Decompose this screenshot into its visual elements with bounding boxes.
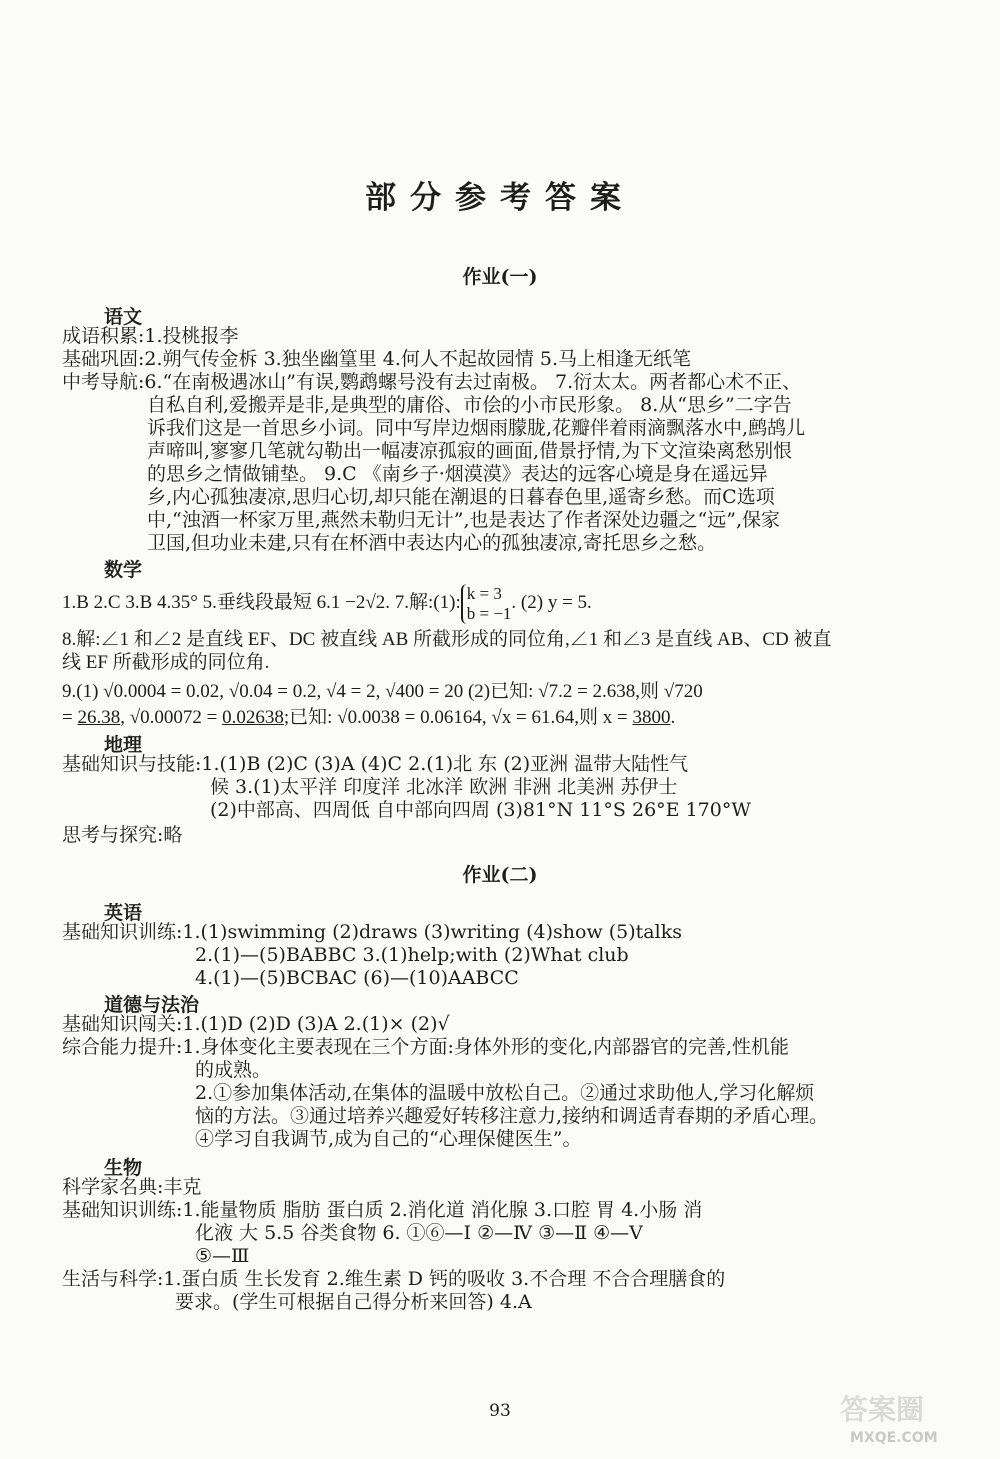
morality-line: 基础知识闯关:1.(1)D (2)D (3)A 2.(1)× (2)√ [62, 1013, 450, 1035]
page-title: 部分参考答案 [365, 180, 635, 216]
math-line-4: 9.(1) √0.0004 = 0.02, √0.04 = 0.2, √4 = 2, √400 = 20 (2)已知: √7.2 = 2.638,则 √720 [62, 681, 703, 702]
english-line: 2.(1)—(5)BABBC 3.(1)help;with (2)What club [195, 944, 629, 966]
morality-line: 综合能力提升:1.身体变化主要表现在三个方面:身体外形的变化,内部器官的完善,性机能 [62, 1036, 790, 1058]
biology-line: 科学家名典:丰克 [62, 1176, 202, 1198]
chinese-line: 卫国,但功业未建,只有在杯酒中表达内心的孤独凄凉,寄托思乡之愁。 [147, 532, 717, 554]
chinese-line: 成语积累:1.投桃报李 [62, 325, 239, 347]
biology-line: 化液 大 5.5 谷类食物 6. ①⑥—Ⅰ ②—Ⅳ ③—Ⅱ ④—Ⅴ [195, 1222, 643, 1244]
biology-line: ⑤—Ⅲ [195, 1245, 250, 1267]
math-line-1a: 1.B 2.C 3.B 4.35° 5.垂线段最短 6.1 −2√2. 7.解:(1): [62, 592, 461, 613]
equation-brace [461, 584, 512, 624]
subject-english: 英语 [104, 902, 143, 924]
chinese-line: 中考导航:6.“在南极遇冰山”有误,鹦鹉螺号没有去过南极。 7.衍太太。两者都心术不正、 [62, 371, 802, 393]
page-number: 93 [489, 1401, 511, 1421]
subject-math: 数学 [104, 559, 143, 581]
morality-line: 2.①参加集体活动,在集体的温暖中放松自己。②通过求助他人,学习化解烦 [195, 1082, 815, 1104]
chinese-line: 乡,内心孤独凄凉,思归心切,却只能在潮退的日暮春色里,遥寄乡愁。而C选项 [147, 486, 775, 508]
morality-line: ④学习自我调节,成为自己的“心理保健医生”。 [195, 1128, 582, 1150]
subject-biology: 生物 [104, 1157, 143, 1179]
math-line-5b: , √0.00072 = [120, 707, 223, 728]
math-line-5a: = [62, 707, 78, 728]
chinese-line: 声啼叫,寥寥几笔就勾勒出一幅凄凉孤寂的画面,借景抒情,为下文渲染离愁别恨 [147, 440, 793, 462]
answer-3800: 3800 [632, 707, 671, 728]
math-line-3: 线 EF 所截形成的同位角. [62, 652, 270, 673]
answer-26-38: 26.38 [77, 707, 121, 728]
brace-top: k = 3 [466, 583, 502, 603]
answer-0-02638: 0.02638 [222, 707, 284, 728]
geo-line: (2)中部高、四周低 自中部向四周 (3)81°N 11°S 26°E 170°W [210, 799, 751, 821]
math-line-2: 8.解:∠1 和∠2 是直线 EF、DC 被直线 AB 所截形成的同位角,∠1 和∠3 是直线 AB、CD 被直 [62, 629, 832, 650]
morality-line: 的成熟。 [195, 1059, 272, 1081]
chinese-line: 诉我们这是一首思乡小词。同中写岸边烟雨朦胧,花瓣伴着雨滴飘落水中,鹧鸪儿 [147, 417, 806, 439]
math-line-5d: . [670, 707, 676, 728]
morality-line: 恼的方法。③通过培养兴趣爱好转移注意力,接纳和调适青春期的矛盾心理。 [195, 1105, 829, 1127]
biology-line: 要求。(学生可根据自己得分析来回答) 4.A [175, 1291, 532, 1313]
subject-morality: 道德与法治 [104, 994, 200, 1016]
english-line: 4.(1)—(5)BCBAC (6)—(10)AABCC [195, 967, 519, 989]
watermark-text: 答案圈 [840, 1393, 925, 1426]
geo-line: 候 3.(1)太平洋 印度洋 北冰洋 欧洲 非洲 北美洲 苏伊士 [210, 776, 678, 798]
subject-chinese: 语文 [104, 306, 143, 328]
biology-line: 生活与科学:1.蛋白质 生长发育 2.维生素 D 钙的吸收 3.不合理 不合合理膳食的 [62, 1268, 726, 1290]
watermark-logo [836, 1387, 986, 1449]
watermark-url: MXQE.COM [850, 1430, 938, 1446]
chinese-line: 中,“浊酒一杯家万里,燕然未勒归无计”,也是表达了作者深处边疆之“远”,保家 [147, 509, 781, 531]
english-line: 基础知识训练:1.(1)swimming (2)draws (3)writing (4)show (5)talks [62, 921, 682, 943]
math-line-1 [62, 583, 592, 624]
chinese-line: 自私自利,爱搬弄是非,是典型的庸俗、市侩的小市民形象。 8.从“思乡”二字告 [147, 394, 792, 416]
math-line-5 [62, 706, 675, 729]
subject-geography: 地理 [104, 734, 143, 756]
chinese-line: 基础巩固:2.朔气传金柝 3.独坐幽篁里 4.何人不起故园情 5.马上相逢无纸笔 [62, 348, 692, 370]
math-line-5c: ;已知: √0.0038 = 0.06164, √x = 61.64,则 x = [283, 707, 633, 728]
hw2-heading: 作业(二) [462, 864, 538, 886]
biology-line: 基础知识训练:1.能量物质 脂肪 蛋白质 2.消化道 消化腺 3.口腔 胃 4.小肠 消 [62, 1199, 703, 1221]
math-line-1b: . (2) y = 5. [511, 592, 592, 613]
hw1-heading: 作业(一) [462, 266, 538, 288]
geo-line: 思考与探究:略 [62, 824, 183, 846]
geo-line: 基础知识与技能:1.(1)B (2)C (3)A (4)C 2.(1)北 东 (2)亚洲 温带大陆性气 [62, 753, 689, 775]
chinese-line: 的思乡之情做铺垫。 9.C 《南乡子·烟漠漠》表达的远客心境是身在遥远异 [147, 463, 768, 485]
brace-bottom: b = −1 [466, 603, 512, 623]
